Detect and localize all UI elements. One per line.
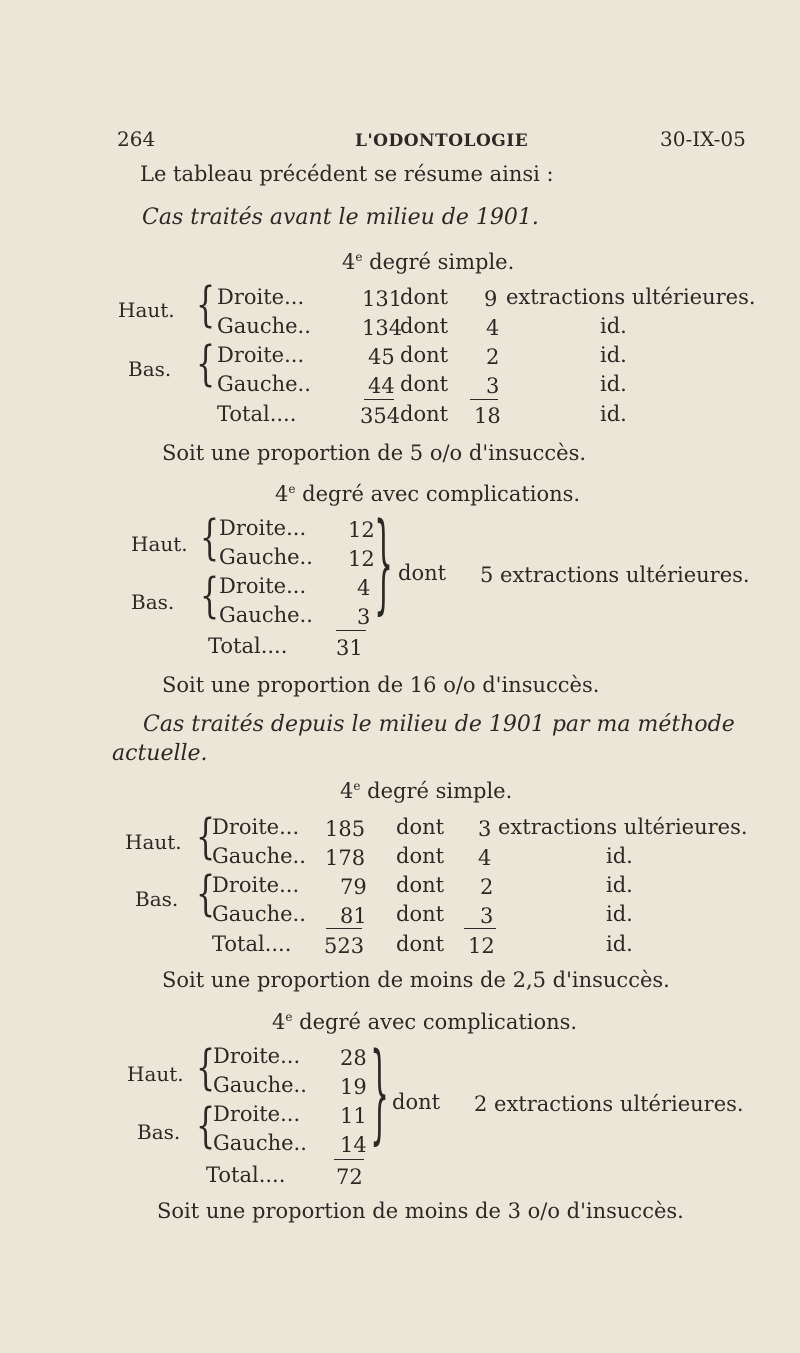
- s1-simple-haut-brace: {: [196, 277, 216, 334]
- s2s-row3-ext: 3: [480, 904, 494, 928]
- s2s-row1-value: 178: [325, 846, 366, 870]
- s1s-row0-label: Droite...: [217, 285, 305, 309]
- s1-simple-summary: Soit une proportion de 5 o/o d'insuccès.: [162, 441, 587, 465]
- s1c-value-rule: [336, 630, 366, 631]
- s2-complic-bas-label: Bas.: [137, 1120, 181, 1144]
- s1c-row2-value: 4: [357, 576, 371, 600]
- s1c-right-brace: }: [374, 502, 394, 629]
- s1s-row4-value: 354: [360, 404, 401, 428]
- s1s-row4-label: Total....: [217, 402, 297, 426]
- page-number: 264: [117, 127, 156, 151]
- s2c-row1-value: 19: [340, 1075, 367, 1099]
- s2s-row1-label: Gauche..: [212, 844, 306, 868]
- s1c-row3-label: Gauche..: [219, 603, 313, 627]
- s2s-row3-dont: dont: [396, 902, 445, 926]
- s1s-row2-value: 45: [368, 345, 395, 369]
- section1-simple-title: 4e degré simple.: [342, 250, 515, 274]
- s2s-row1-ext: 4: [478, 846, 492, 870]
- s1c-row0-value: 12: [348, 518, 375, 542]
- issue-date: 30-IX-05: [660, 127, 746, 151]
- s1s-row3-label: Gauche..: [217, 372, 311, 396]
- s1s-row3-value: 44: [368, 374, 395, 398]
- s1s-row2-note: id.: [600, 343, 627, 367]
- s2-simple-bas-label: Bas.: [135, 887, 179, 911]
- s2s-row0-value: 185: [325, 817, 366, 841]
- s2c-row0-label: Droite...: [213, 1044, 301, 1068]
- s2c-ext-text: 2 extractions ultérieures.: [474, 1092, 744, 1116]
- s1c-ext-text: 5 extractions ultérieures.: [480, 563, 750, 587]
- s1c-row4-label: Total....: [208, 634, 288, 658]
- section2-heading-line2: actuelle.: [112, 741, 208, 766]
- s1c-row2-label: Droite...: [219, 574, 307, 598]
- s2-complic-bas-brace: {: [196, 1098, 216, 1155]
- s2s-row0-dont: dont: [396, 815, 445, 839]
- s1s-row0-dont: dont: [400, 285, 449, 309]
- s1s-row4-ext: 18: [474, 404, 501, 428]
- s2s-row0-note: extractions ultérieures.: [498, 815, 748, 839]
- s1-complic-summary: Soit une proportion de 16 o/o d'insuccès.: [162, 673, 600, 697]
- s1s-row1-dont: dont: [400, 314, 449, 338]
- s2-simple-bas-brace: {: [196, 866, 216, 923]
- section1-complic-title: 4e degré avec complications.: [275, 482, 581, 506]
- s1s-row3-ext: 3: [486, 374, 500, 398]
- s2s-row2-label: Droite...: [212, 873, 300, 897]
- s2-complic-haut-brace: {: [196, 1040, 216, 1097]
- s1c-row3-value: 3: [357, 605, 371, 629]
- s2c-row1-label: Gauche..: [213, 1073, 307, 1097]
- s1s-row2-label: Droite...: [217, 343, 305, 367]
- s1s-row1-note: id.: [600, 314, 627, 338]
- s1s-row0-note: extractions ultérieures.: [506, 285, 756, 309]
- s1s-ext-rule: [470, 399, 498, 400]
- s1-simple-haut-label: Haut.: [118, 298, 175, 322]
- s2-complic-summary: Soit une proportion de moins de 3 o/o d'insuccès.: [157, 1199, 684, 1223]
- s2s-row0-ext: 3: [478, 817, 492, 841]
- s2c-row2-value: 11: [340, 1104, 367, 1128]
- s2s-row2-value: 79: [340, 875, 367, 899]
- s1-simple-bas-label: Bas.: [128, 357, 172, 381]
- s1s-row4-dont: dont: [400, 402, 449, 426]
- s2s-row3-value: 81: [340, 904, 367, 928]
- s1-complic-haut-brace: {: [200, 510, 220, 567]
- s1-complic-bas-brace: {: [200, 568, 220, 625]
- s2s-row1-dont: dont: [396, 844, 445, 868]
- s2s-row3-label: Gauche..: [212, 902, 306, 926]
- s1s-row3-note: id.: [600, 372, 627, 396]
- s1s-row3-dont: dont: [400, 372, 449, 396]
- s2c-row0-value: 28: [340, 1046, 367, 1070]
- s2c-right-brace: }: [370, 1032, 390, 1159]
- s2-simple-summary: Soit une proportion de moins de 2,5 d'insuccès.: [162, 968, 670, 992]
- s1c-row0-label: Droite...: [219, 516, 307, 540]
- s2-simple-haut-label: Haut.: [125, 830, 182, 854]
- section2-simple-title: 4e degré simple.: [340, 779, 513, 803]
- s1-complic-bas-label: Bas.: [131, 590, 175, 614]
- s1s-row0-ext: 9: [484, 287, 498, 311]
- s1s-row4-note: id.: [600, 402, 627, 426]
- s1s-row2-ext: 2: [486, 345, 500, 369]
- running-title: L'ODONTOLOGIE: [355, 131, 529, 151]
- s2s-row2-dont: dont: [396, 873, 445, 897]
- s2s-row1-note: id.: [606, 844, 633, 868]
- s2s-row4-label: Total....: [212, 932, 292, 956]
- s2c-row4-value: 72: [336, 1165, 363, 1189]
- s1c-row1-label: Gauche..: [219, 545, 313, 569]
- s1c-row4-value: 31: [336, 636, 363, 660]
- s2s-row3-note: id.: [606, 902, 633, 926]
- section2-heading-line1: Cas traités depuis le milieu de 1901 par ma méthode: [143, 712, 735, 737]
- s2s-row4-note: id.: [606, 932, 633, 956]
- s2c-row4-label: Total....: [206, 1163, 286, 1187]
- intro-text: Le tableau précédent se résume ainsi :: [140, 162, 554, 186]
- s2s-row4-dont: dont: [396, 932, 445, 956]
- section1-heading: Cas traités avant le milieu de 1901.: [142, 205, 539, 230]
- s1c-dont: dont: [398, 561, 447, 585]
- s2c-row2-label: Droite...: [213, 1102, 301, 1126]
- s2s-row0-label: Droite...: [212, 815, 300, 839]
- s2s-row4-ext: 12: [468, 934, 495, 958]
- s1s-row0-value: 131: [362, 287, 403, 311]
- s2s-value-rule: [326, 928, 362, 929]
- s1s-row1-ext: 4: [486, 316, 500, 340]
- s1s-row2-dont: dont: [400, 343, 449, 367]
- s1c-row1-value: 12: [348, 547, 375, 571]
- s2s-row2-note: id.: [606, 873, 633, 897]
- s2s-row4-value: 523: [324, 934, 365, 958]
- s2c-value-rule: [334, 1159, 364, 1160]
- s1-simple-bas-brace: {: [196, 336, 216, 393]
- s2s-ext-rule: [464, 928, 496, 929]
- s1s-row1-label: Gauche..: [217, 314, 311, 338]
- s2c-row3-value: 14: [340, 1133, 367, 1157]
- s1s-value-rule: [364, 399, 394, 400]
- s2-complic-haut-label: Haut.: [127, 1062, 184, 1086]
- section2-complic-title: 4e degré avec complications.: [272, 1010, 578, 1034]
- s1s-row1-value: 134: [362, 316, 403, 340]
- s2c-dont: dont: [392, 1090, 441, 1114]
- s1-complic-haut-label: Haut.: [131, 532, 188, 556]
- s2s-row2-ext: 2: [480, 875, 494, 899]
- s2-simple-haut-brace: {: [196, 809, 216, 866]
- s2c-row3-label: Gauche..: [213, 1131, 307, 1155]
